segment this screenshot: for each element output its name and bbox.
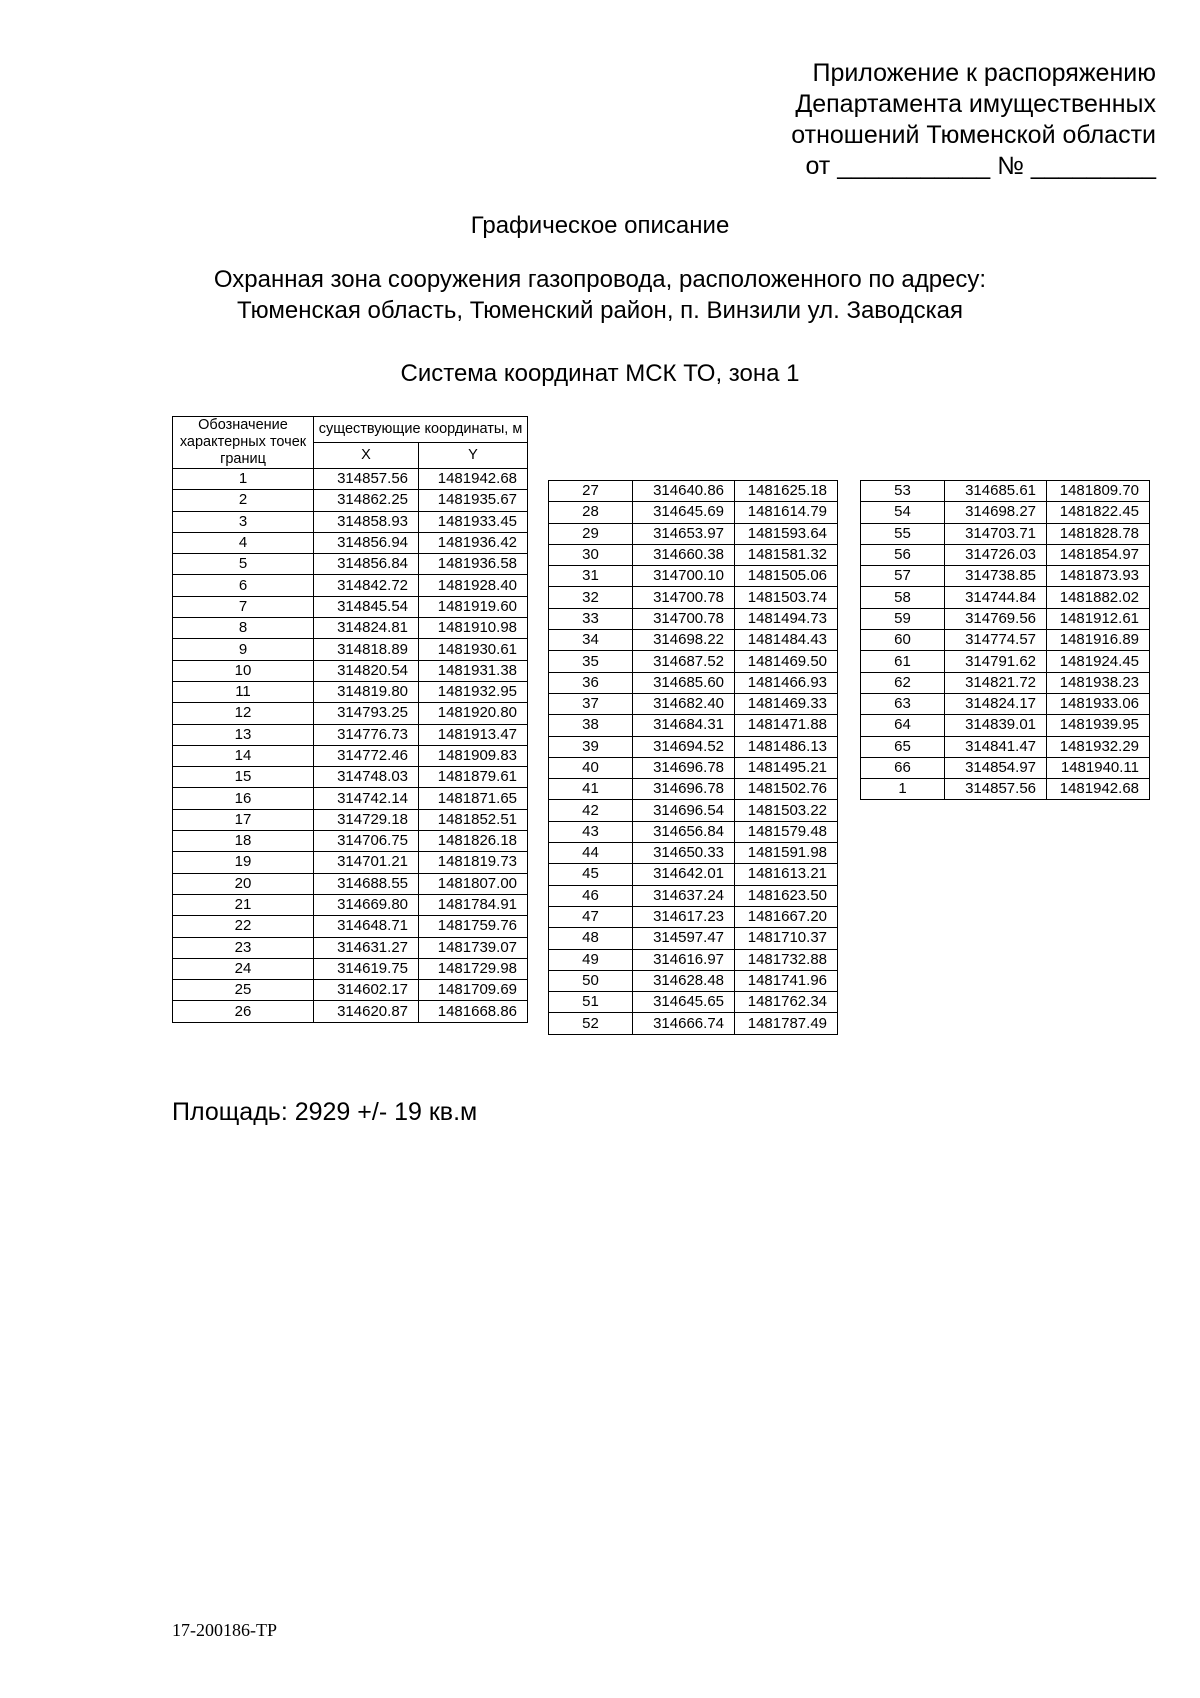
y-coordinate-cell: 1481762.34 — [735, 992, 838, 1013]
y-coordinate-cell: 1481505.06 — [735, 566, 838, 587]
table-row — [549, 1013, 838, 1034]
y-coordinate-cell: 1481739.07 — [419, 937, 528, 958]
x-coordinate-cell: 314774.57 — [945, 630, 1047, 651]
table-row — [861, 566, 1150, 587]
y-coordinate-cell: 1481784.91 — [419, 894, 528, 915]
table-row — [549, 544, 838, 565]
table-row — [173, 767, 528, 788]
y-coordinate-cell: 1481503.22 — [735, 800, 838, 821]
x-coordinate-cell: 314645.65 — [633, 992, 735, 1013]
point-header: Обозначение характерных точек границ — [173, 417, 314, 469]
point-number-cell: 48 — [549, 928, 633, 949]
x-coordinate-cell: 314729.18 — [314, 809, 419, 830]
table-row — [173, 724, 528, 745]
y-coordinate-cell: 1481809.70 — [1047, 481, 1150, 502]
y-coordinate-cell: 1481933.45 — [419, 511, 528, 532]
point-number-cell: 10 — [173, 660, 314, 681]
y-coordinate-cell: 1481729.98 — [419, 958, 528, 979]
point-number-cell: 18 — [173, 831, 314, 852]
x-coordinate-cell: 314824.81 — [314, 618, 419, 639]
x-coordinate-cell: 314696.78 — [633, 757, 735, 778]
table-row — [549, 843, 838, 864]
table-row — [549, 779, 838, 800]
x-coordinate-cell: 314597.47 — [633, 928, 735, 949]
y-coordinate-cell: 1481936.58 — [419, 554, 528, 575]
x-coordinate-cell: 314660.38 — [633, 544, 735, 565]
y-coordinate-cell: 1481933.06 — [1047, 693, 1150, 714]
coordinates-table-1 — [172, 416, 528, 1023]
y-coordinate-cell: 1481614.79 — [735, 502, 838, 523]
x-coordinate-cell: 314688.55 — [314, 873, 419, 894]
y-coordinate-cell: 1481709.69 — [419, 980, 528, 1001]
point-number-cell: 24 — [173, 958, 314, 979]
x-coordinate-cell: 314854.97 — [945, 757, 1047, 778]
point-number-cell: 53 — [861, 481, 945, 502]
x-coordinate-cell: 314839.01 — [945, 715, 1047, 736]
point-number-cell: 14 — [173, 745, 314, 766]
x-coordinate-cell: 314769.56 — [945, 608, 1047, 629]
table-row — [549, 587, 838, 608]
table-row — [173, 490, 528, 511]
y-coordinate-cell: 1481469.33 — [735, 693, 838, 714]
point-number-cell: 45 — [549, 864, 633, 885]
point-number-cell: 60 — [861, 630, 945, 651]
point-number-cell: 9 — [173, 639, 314, 660]
point-number-cell: 2 — [173, 490, 314, 511]
y-coordinate-cell: 1481579.48 — [735, 821, 838, 842]
point-number-cell: 26 — [173, 1001, 314, 1022]
y-coordinate-cell: 1481942.68 — [1047, 779, 1150, 800]
x-coordinate-cell: 314776.73 — [314, 724, 419, 745]
point-number-cell: 35 — [549, 651, 633, 672]
y-coordinate-cell: 1481852.51 — [419, 809, 528, 830]
point-number-cell: 31 — [549, 566, 633, 587]
table-row — [173, 852, 528, 873]
y-coordinate-cell: 1481471.88 — [735, 715, 838, 736]
table-row — [861, 693, 1150, 714]
x-coordinate-cell: 314616.97 — [633, 949, 735, 970]
x-coordinate-cell: 314772.46 — [314, 745, 419, 766]
y-coordinate-cell: 1481593.64 — [735, 523, 838, 544]
point-number-cell: 25 — [173, 980, 314, 1001]
x-coordinate-cell: 314620.87 — [314, 1001, 419, 1022]
x-coordinate-cell: 314642.01 — [633, 864, 735, 885]
point-number-cell: 30 — [549, 544, 633, 565]
y-coordinate-cell: 1481854.97 — [1047, 544, 1150, 565]
x-coordinate-cell: 314653.97 — [633, 523, 735, 544]
table-row — [549, 928, 838, 949]
y-coordinate-cell: 1481710.37 — [735, 928, 838, 949]
point-number-cell: 64 — [861, 715, 945, 736]
point-number-cell: 11 — [173, 681, 314, 702]
point-number-cell: 49 — [549, 949, 633, 970]
x-coordinate-cell: 314744.84 — [945, 587, 1047, 608]
table-row — [549, 970, 838, 991]
y-coordinate-cell: 1481581.32 — [735, 544, 838, 565]
point-number-cell: 46 — [549, 885, 633, 906]
table-row — [861, 736, 1150, 757]
y-coordinate-cell: 1481924.45 — [1047, 651, 1150, 672]
point-number-cell: 59 — [861, 608, 945, 629]
point-number-cell: 20 — [173, 873, 314, 894]
x-coordinate-cell: 314617.23 — [633, 906, 735, 927]
y-coordinate-cell: 1481938.23 — [1047, 672, 1150, 693]
point-number-cell: 29 — [549, 523, 633, 544]
y-coordinate-cell: 1481936.42 — [419, 532, 528, 553]
table-row — [173, 894, 528, 915]
table-row — [173, 469, 528, 490]
table-row — [861, 502, 1150, 523]
table-row — [549, 800, 838, 821]
y-coordinate-cell: 1481910.98 — [419, 618, 528, 639]
y-coordinate-cell: 1481932.95 — [419, 681, 528, 702]
point-number-cell: 17 — [173, 809, 314, 830]
point-number-cell: 57 — [861, 566, 945, 587]
x-coordinate-cell: 314684.31 — [633, 715, 735, 736]
point-number-cell: 28 — [549, 502, 633, 523]
x-coordinate-cell: 314856.84 — [314, 554, 419, 575]
table-row — [173, 745, 528, 766]
table-row — [173, 788, 528, 809]
x-coordinate-cell: 314669.80 — [314, 894, 419, 915]
point-number-cell: 43 — [549, 821, 633, 842]
x-coordinate-cell: 314648.71 — [314, 916, 419, 937]
appendix-line: отношений Тюменской области — [791, 121, 1156, 149]
x-coordinate-cell: 314694.52 — [633, 736, 735, 757]
point-number-cell: 58 — [861, 587, 945, 608]
point-number-cell: 7 — [173, 596, 314, 617]
y-coordinate-cell: 1481613.21 — [735, 864, 838, 885]
table-row — [549, 821, 838, 842]
table-row — [549, 992, 838, 1013]
coordinates-table-3 — [860, 480, 1150, 800]
y-coordinate-cell: 1481916.89 — [1047, 630, 1150, 651]
y-coordinate-cell: 1481931.38 — [419, 660, 528, 681]
table-row — [173, 618, 528, 639]
table-row — [549, 502, 838, 523]
x-coordinate-cell: 314698.27 — [945, 502, 1047, 523]
table-row — [861, 544, 1150, 565]
x-coordinate-cell: 314748.03 — [314, 767, 419, 788]
table-row — [173, 554, 528, 575]
point-number-cell: 37 — [549, 693, 633, 714]
y-coordinate-cell: 1481759.76 — [419, 916, 528, 937]
y-coordinate-cell: 1481741.96 — [735, 970, 838, 991]
x-coordinate-cell: 314819.80 — [314, 681, 419, 702]
x-coordinate-cell: 314791.62 — [945, 651, 1047, 672]
x-coordinate-cell: 314698.22 — [633, 630, 735, 651]
point-number-cell: 34 — [549, 630, 633, 651]
y-coordinate-cell: 1481469.50 — [735, 651, 838, 672]
y-coordinate-cell: 1481822.45 — [1047, 502, 1150, 523]
table-row — [173, 532, 528, 553]
y-coordinate-cell: 1481873.93 — [1047, 566, 1150, 587]
point-number-cell: 50 — [549, 970, 633, 991]
x-coordinate-cell: 314619.75 — [314, 958, 419, 979]
appendix-line: от ___________ № _________ — [805, 152, 1156, 180]
table-row — [549, 906, 838, 927]
table-row — [861, 715, 1150, 736]
point-number-cell: 38 — [549, 715, 633, 736]
point-number-cell: 63 — [861, 693, 945, 714]
y-coordinate-cell: 1481920.80 — [419, 703, 528, 724]
appendix-header — [791, 58, 1156, 182]
point-number-cell: 54 — [861, 502, 945, 523]
subtitle-line: Тюменская область, Тюменский район, п. Винзили ул. Заводская — [237, 297, 963, 324]
x-coordinate-cell: 314650.33 — [633, 843, 735, 864]
point-number-cell: 66 — [861, 757, 945, 778]
table-row — [173, 596, 528, 617]
x-coordinate-cell: 314824.17 — [945, 693, 1047, 714]
x-coordinate-cell: 314862.25 — [314, 490, 419, 511]
x-coordinate-cell: 314857.56 — [314, 469, 419, 490]
y-coordinate-cell: 1481928.40 — [419, 575, 528, 596]
y-coordinate-cell: 1481930.61 — [419, 639, 528, 660]
x-coordinate-cell: 314640.86 — [633, 481, 735, 502]
table-row — [549, 651, 838, 672]
table-row — [173, 873, 528, 894]
y-coordinate-cell: 1481503.74 — [735, 587, 838, 608]
x-coordinate-cell: 314821.72 — [945, 672, 1047, 693]
y-coordinate-cell: 1481787.49 — [735, 1013, 838, 1034]
table-row — [549, 608, 838, 629]
table-row — [549, 715, 838, 736]
table-row — [861, 779, 1150, 800]
table-row — [549, 481, 838, 502]
y-coordinate-cell: 1481935.67 — [419, 490, 528, 511]
point-number-cell: 13 — [173, 724, 314, 745]
table-row — [173, 660, 528, 681]
point-number-cell: 5 — [173, 554, 314, 575]
x-coordinate-cell: 314706.75 — [314, 831, 419, 852]
x-coordinate-cell: 314793.25 — [314, 703, 419, 724]
table-row — [861, 523, 1150, 544]
x-coordinate-cell: 314742.14 — [314, 788, 419, 809]
y-coordinate-cell: 1481486.13 — [735, 736, 838, 757]
y-coordinate-cell: 1481942.68 — [419, 469, 528, 490]
coordinates-table-2 — [548, 480, 838, 1035]
y-coordinate-cell: 1481828.78 — [1047, 523, 1150, 544]
point-number-cell: 47 — [549, 906, 633, 927]
x-coordinate-cell: 314602.17 — [314, 980, 419, 1001]
point-number-cell: 44 — [549, 843, 633, 864]
y-coordinate-cell: 1481826.18 — [419, 831, 528, 852]
y-coordinate-cell: 1481939.95 — [1047, 715, 1150, 736]
document-number: 17-200186-TP — [172, 1620, 277, 1640]
table-row — [173, 958, 528, 979]
table-row — [861, 630, 1150, 651]
point-number-cell: 62 — [861, 672, 945, 693]
point-number-cell: 3 — [173, 511, 314, 532]
table-row — [861, 651, 1150, 672]
point-number-cell: 22 — [173, 916, 314, 937]
point-number-cell: 61 — [861, 651, 945, 672]
table-row — [549, 736, 838, 757]
point-number-cell: 51 — [549, 992, 633, 1013]
x-coordinate-cell: 314685.61 — [945, 481, 1047, 502]
x-coordinate-cell: 314696.54 — [633, 800, 735, 821]
point-number-cell: 52 — [549, 1013, 633, 1034]
table-row — [173, 916, 528, 937]
x-coordinate-cell: 314631.27 — [314, 937, 419, 958]
table-row — [173, 937, 528, 958]
y-coordinate-cell: 1481807.00 — [419, 873, 528, 894]
point-number-cell: 42 — [549, 800, 633, 821]
table-row — [549, 864, 838, 885]
point-number-cell: 1 — [173, 469, 314, 490]
table-row — [549, 693, 838, 714]
table-row — [861, 587, 1150, 608]
x-coordinate-cell: 314857.56 — [945, 779, 1047, 800]
y-coordinate-cell: 1481591.98 — [735, 843, 838, 864]
point-number-cell: 41 — [549, 779, 633, 800]
x-coordinate-cell: 314666.74 — [633, 1013, 735, 1034]
table-row — [173, 703, 528, 724]
coords-header: существующие координаты, м — [314, 417, 528, 443]
x-coordinate-cell: 314703.71 — [945, 523, 1047, 544]
x-coordinate-cell: 314845.54 — [314, 596, 419, 617]
y-coordinate-cell: 1481667.20 — [735, 906, 838, 927]
y-coordinate-cell: 1481502.76 — [735, 779, 838, 800]
y-coordinate-cell: 1481871.65 — [419, 788, 528, 809]
point-number-cell: 21 — [173, 894, 314, 915]
table-row — [549, 757, 838, 778]
point-number-cell: 6 — [173, 575, 314, 596]
table-row — [549, 672, 838, 693]
appendix-line: Департамента имущественных — [795, 90, 1156, 118]
point-number-cell: 8 — [173, 618, 314, 639]
x-coordinate-cell: 314700.78 — [633, 608, 735, 629]
point-number-cell: 4 — [173, 532, 314, 553]
point-number-cell: 23 — [173, 937, 314, 958]
table-row — [173, 639, 528, 660]
table-row — [173, 831, 528, 852]
y-coordinate-cell: 1481623.50 — [735, 885, 838, 906]
x-coordinate-cell: 314841.47 — [945, 736, 1047, 757]
point-number-cell: 15 — [173, 767, 314, 788]
x-coordinate-cell: 314696.78 — [633, 779, 735, 800]
x-coordinate-cell: 314700.78 — [633, 587, 735, 608]
x-coordinate-cell: 314701.21 — [314, 852, 419, 873]
y-coordinate-cell: 1481882.02 — [1047, 587, 1150, 608]
x-coordinate-cell: 314856.94 — [314, 532, 419, 553]
table-row — [173, 1001, 528, 1022]
y-coordinate-cell: 1481912.61 — [1047, 608, 1150, 629]
y-coordinate-cell: 1481495.21 — [735, 757, 838, 778]
point-number-cell: 12 — [173, 703, 314, 724]
appendix-line: Приложение к распоряжению — [812, 59, 1156, 87]
point-number-cell: 27 — [549, 481, 633, 502]
table-row — [549, 949, 838, 970]
x-coordinate-cell: 314687.52 — [633, 651, 735, 672]
table-row — [861, 757, 1150, 778]
table-row — [861, 481, 1150, 502]
table-row — [549, 523, 838, 544]
x-coordinate-cell: 314637.24 — [633, 885, 735, 906]
x-coordinate-cell: 314858.93 — [314, 511, 419, 532]
y-coordinate-cell: 1481879.61 — [419, 767, 528, 788]
point-number-cell: 36 — [549, 672, 633, 693]
point-number-cell: 40 — [549, 757, 633, 778]
point-number-cell: 56 — [861, 544, 945, 565]
table-row — [173, 980, 528, 1001]
table-row — [173, 575, 528, 596]
y-header: Y — [419, 443, 528, 469]
point-number-cell: 65 — [861, 736, 945, 757]
y-coordinate-cell: 1481466.93 — [735, 672, 838, 693]
x-coordinate-cell: 314628.48 — [633, 970, 735, 991]
table-row — [549, 566, 838, 587]
y-coordinate-cell: 1481494.73 — [735, 608, 838, 629]
subtitle-line: Охранная зона сооружения газопровода, расположенного по адресу: — [213, 266, 987, 293]
x-coordinate-cell: 314682.40 — [633, 693, 735, 714]
point-number-cell: 39 — [549, 736, 633, 757]
point-number-cell: 1 — [861, 779, 945, 800]
y-coordinate-cell: 1481668.86 — [419, 1001, 528, 1022]
table-row — [549, 630, 838, 651]
point-number-cell: 33 — [549, 608, 633, 629]
point-number-cell: 16 — [173, 788, 314, 809]
x-coordinate-cell: 314818.89 — [314, 639, 419, 660]
table-row — [549, 885, 838, 906]
document-title: Графическое описание — [470, 212, 730, 239]
table-row — [861, 672, 1150, 693]
x-coordinate-cell: 314842.72 — [314, 575, 419, 596]
y-coordinate-cell: 1481732.88 — [735, 949, 838, 970]
x-coordinate-cell: 314820.54 — [314, 660, 419, 681]
x-coordinate-cell: 314645.69 — [633, 502, 735, 523]
y-coordinate-cell: 1481940.11 — [1047, 757, 1150, 778]
y-coordinate-cell: 1481913.47 — [419, 724, 528, 745]
table-row — [173, 809, 528, 830]
x-coordinate-cell: 314738.85 — [945, 566, 1047, 587]
point-number-cell: 55 — [861, 523, 945, 544]
coordinate-system: Система координат МСК ТО, зона 1 — [400, 360, 800, 387]
x-header: X — [314, 443, 419, 469]
area-text: Площадь: 2929 +/- 19 кв.м — [172, 1098, 478, 1126]
y-coordinate-cell: 1481819.73 — [419, 852, 528, 873]
table-row — [173, 511, 528, 532]
x-coordinate-cell: 314656.84 — [633, 821, 735, 842]
y-coordinate-cell: 1481932.29 — [1047, 736, 1150, 757]
document-subtitle — [0, 264, 1200, 326]
point-number-cell: 19 — [173, 852, 314, 873]
y-coordinate-cell: 1481909.83 — [419, 745, 528, 766]
y-coordinate-cell: 1481919.60 — [419, 596, 528, 617]
x-coordinate-cell: 314726.03 — [945, 544, 1047, 565]
point-number-cell: 32 — [549, 587, 633, 608]
x-coordinate-cell: 314700.10 — [633, 566, 735, 587]
table-row — [173, 681, 528, 702]
y-coordinate-cell: 1481484.43 — [735, 630, 838, 651]
y-coordinate-cell: 1481625.18 — [735, 481, 838, 502]
table-row — [861, 608, 1150, 629]
x-coordinate-cell: 314685.60 — [633, 672, 735, 693]
